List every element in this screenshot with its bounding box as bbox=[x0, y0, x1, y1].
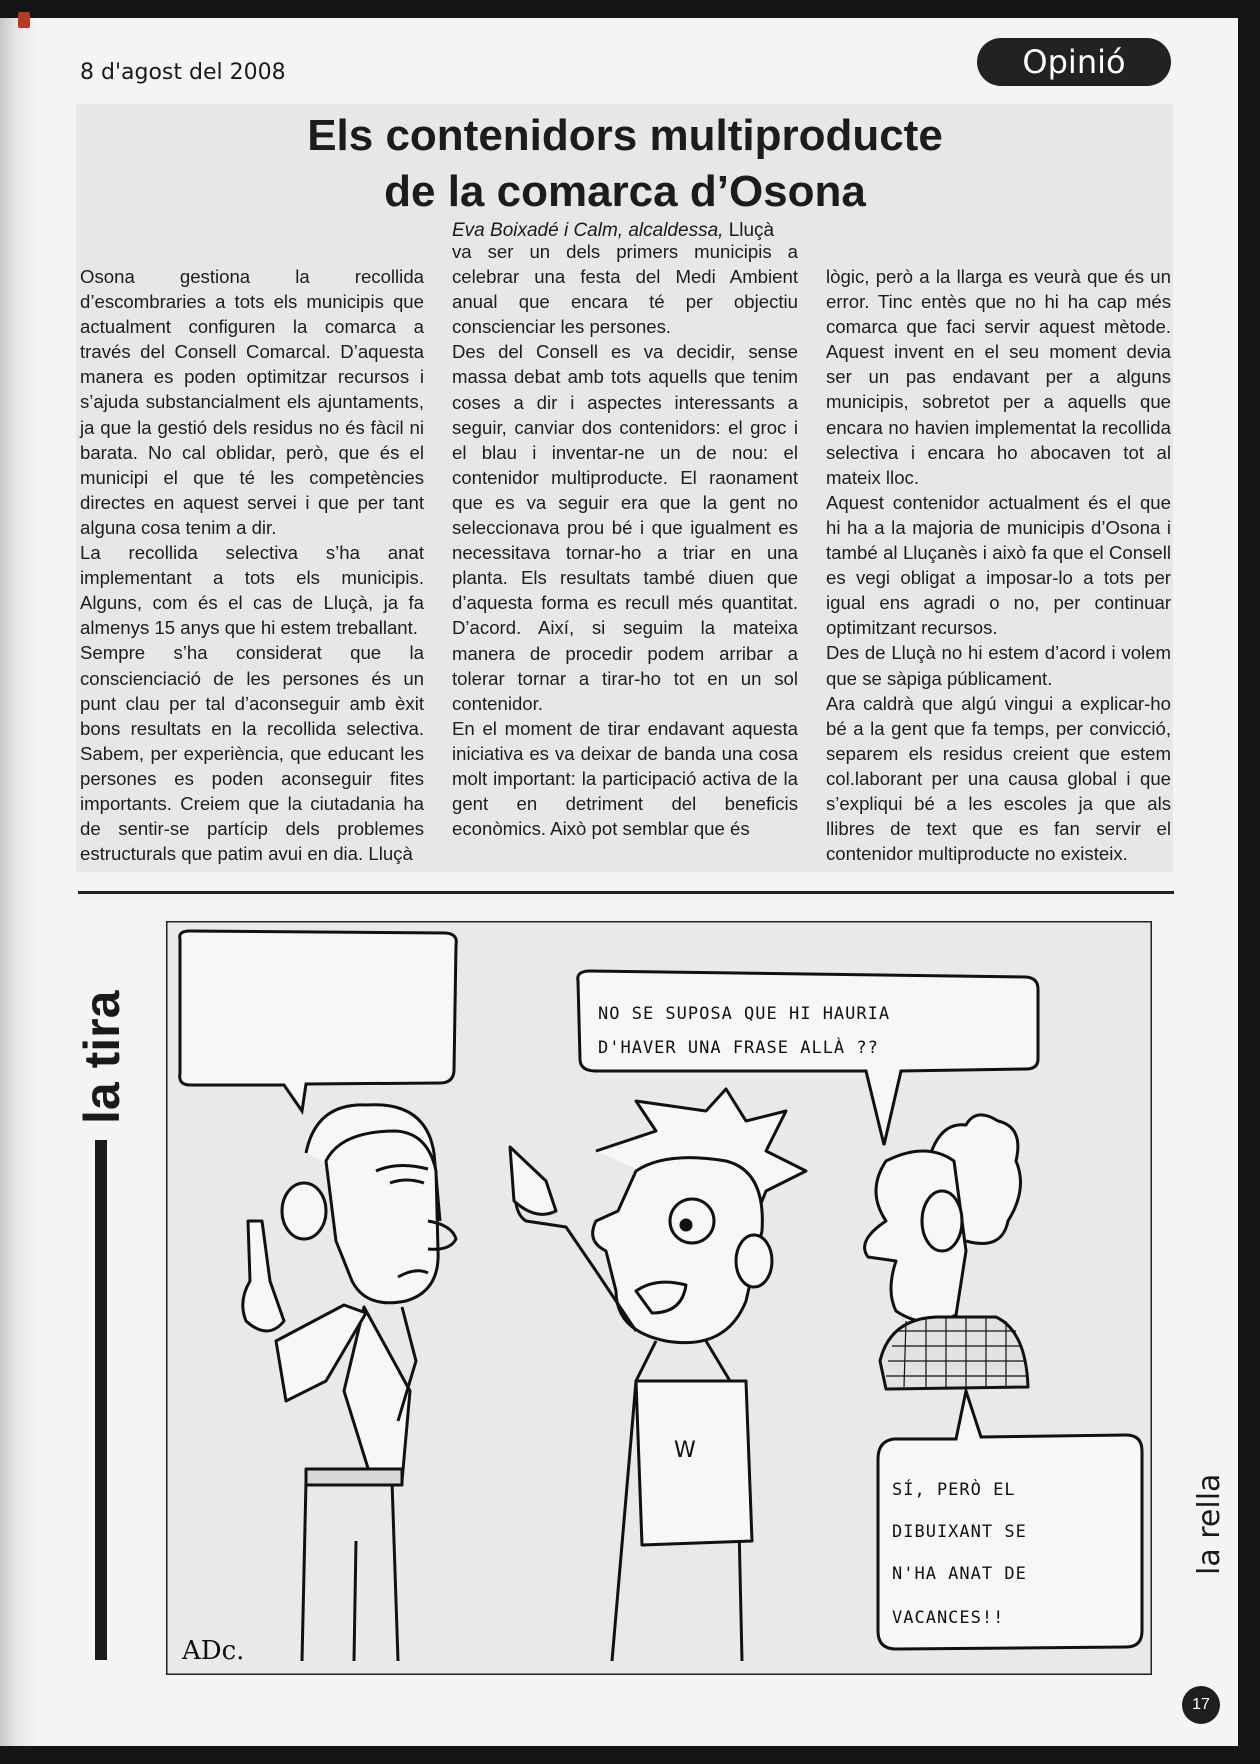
article-paragraph: Aquest contenidor actualment és el que hi ha a la majoria de municipis d’Osona i també al Lluçanès i això fa que el Consell es vegi obligat a imposar-lo a tots per igual ens agradi o no, per continuar optimitzant recursos. bbox=[826, 491, 1171, 639]
bubble-center-line-1: NO SE SUPOSA QUE HI HAURIA bbox=[598, 1004, 891, 1024]
comic-section-label: la tira bbox=[74, 990, 130, 1124]
bubble-right-line-2: DIBUIXANT SE bbox=[892, 1522, 1027, 1542]
comic-strip bbox=[166, 921, 1152, 1675]
article-column-2 bbox=[452, 239, 798, 841]
shirt-mark: W bbox=[674, 1438, 696, 1463]
article-paragraph: Osona gestiona la recollida d’escombraries a tots els municipis que actualment configuren la comarca a través del Consell Comarcal. D’aquesta manera es poden optimitzar recursos i s’ajuda substancialment els ajuntaments, ja que la gestió dels residus no és fàcil ni barata. No cal oblidar, però, que és el municipi el que té les competències directes en aquest servei i que per tant alguna cosa tenim a dir. bbox=[80, 266, 424, 538]
comic-signature: ADc. bbox=[182, 1636, 245, 1666]
article-paragraph: En el moment de tirar endavant aquesta iniciativa es va deixar de banda una cosa molt important: la participació activa de la gent en detriment del beneficis econòmics. Això pot semblar que és bbox=[452, 717, 798, 840]
article-paragraph: Sempre s’ha considerat que la conscienciació de les persones és un punt clau per tal d’aconseguir amb èxit bons resultats en la recollida selectiva. Sabem, per experiència, que educant les persones es poden aconseguir fites importants. Creiem que la ciutadania ha de sentir-se partícip dels problemes estructurals que patim avui en dia. Lluçà bbox=[80, 642, 424, 865]
comic-side-bar bbox=[95, 1140, 107, 1660]
magazine-brand: la rella bbox=[1192, 1473, 1227, 1575]
article-column-1 bbox=[80, 264, 424, 866]
article-column-3 bbox=[826, 264, 1171, 866]
section-divider bbox=[78, 891, 1174, 894]
article-title-line-1: Els contenidors multiproducte bbox=[307, 111, 943, 160]
issue-date: 8 d'agost del 2008 bbox=[80, 60, 286, 85]
article-paragraph: Des de Lluçà no hi estem d’acord i volem que se sàpiga públicament. bbox=[826, 642, 1171, 689]
empty-speech-bubble bbox=[180, 931, 457, 1111]
author-place: Lluçà bbox=[723, 220, 775, 241]
article-paragraph: va ser un dels primers municipis a celebrar una festa del Medi Ambient anual que encara té per objectiu conscienciar les persones. bbox=[452, 241, 798, 338]
bubble-right-line-1: SÍ, PERÒ EL bbox=[892, 1480, 1016, 1500]
article-paragraph: Ara caldrà que algú vingui a explicar-ho bé a la gent que fa temps, per convicció, separem els residus creient que estem col.laborant per una causa global i que s’expliqui bé a les escoles ja que als llibres de text que es fan servir el contenidor multiproducte no existeix. bbox=[826, 692, 1171, 865]
page-number: 17 bbox=[1182, 1686, 1220, 1724]
article-paragraph: La recollida selectiva s’ha anat implementant a tots els municipis. Alguns, com és el cas de Lluçà, ja fa almenys 15 anys que hi estem treballant. bbox=[80, 542, 424, 639]
bubble-center-line-2: D'HAVER UNA FRASE ALLÀ ?? bbox=[598, 1038, 879, 1058]
bubble-right-line-3: N'HA ANAT DE bbox=[892, 1564, 1027, 1584]
section-label: Opinió bbox=[977, 38, 1171, 86]
article-title-line-2: de la comarca d’Osona bbox=[384, 167, 866, 216]
page-gutter bbox=[0, 18, 40, 1746]
article-paragraph: lògic, però a la llarga es veurà que és un error. Tinc entès que no hi ha cap més comarca que faci servir aquest mètode. Aquest invent en el seu moment devia ser un pas endavant per a alguns municipis, sobretot per a aquells que encara no havien implementat la recollida selectiva i encara ho abocaven tot al mateix lloc. bbox=[826, 266, 1171, 488]
article-title bbox=[160, 108, 1090, 220]
bubble-right-line-4: VACANCES!! bbox=[892, 1608, 1005, 1628]
article-paragraph: Des del Consell es va decidir, sense massa debat amb tots aquells que tenim coses a dir i aspectes interessants a seguir, canviar dos contenidors: el groc i el blau i inventar-ne un de nou: el contenidor multiproducte. El raonament que es va seguir era que la gent no seleccionava prou bé i que igualment es necessitava tornar-ho a triar en una planta. Els resultats també diuen que d’aquesta forma es recull més quantitat. D’acord. Així, si seguim la mateixa manera de procedir podem arribar a tolerar tornar a tirar-ho tot en un sol contenidor. bbox=[452, 341, 798, 714]
comic-section-header bbox=[68, 928, 134, 1128]
author-name: Eva Boixadé i Calm, alcaldessa, bbox=[452, 220, 724, 241]
